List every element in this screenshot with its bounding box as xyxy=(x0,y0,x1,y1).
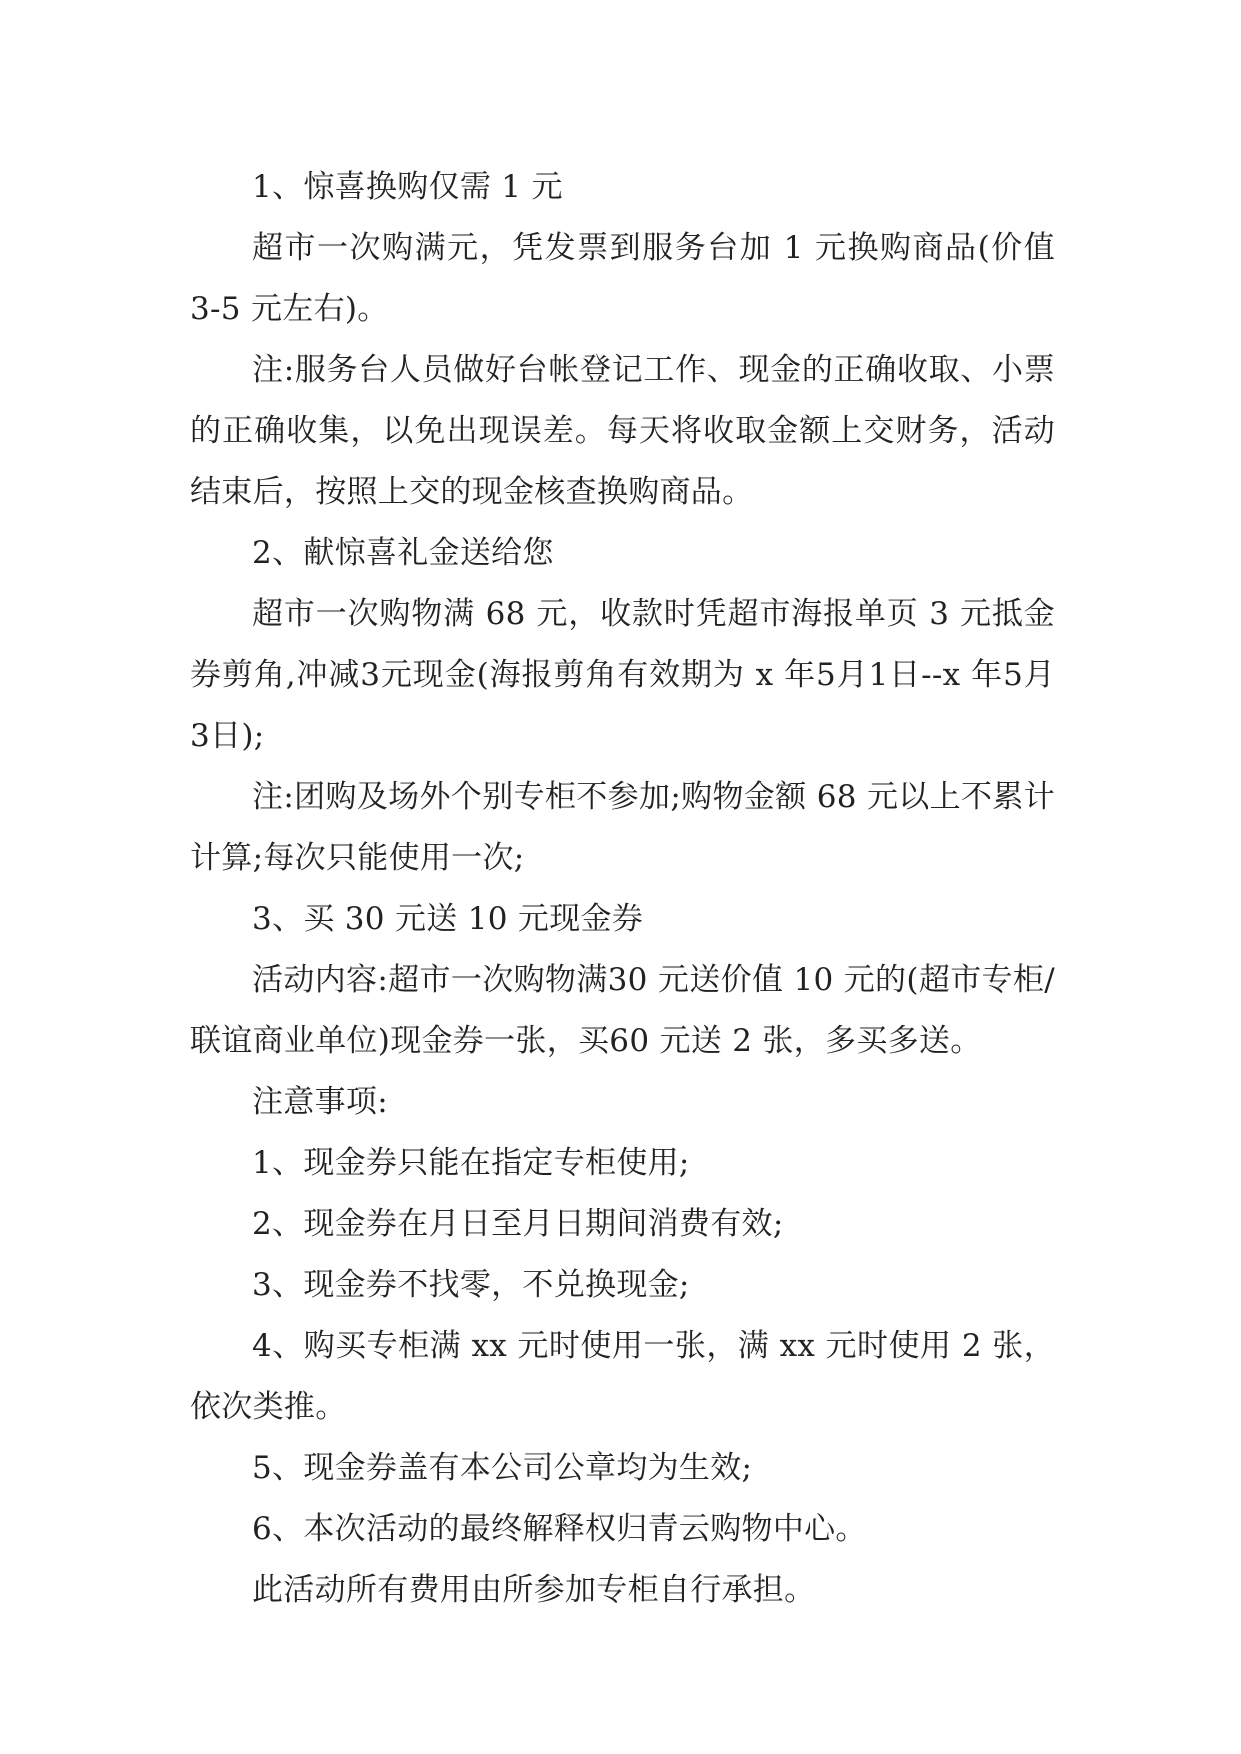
note-item-5: 5、现金券盖有本公司公章均为生效; xyxy=(252,1450,753,1486)
note-item-3: 3、现金券不找零，不兑换现金; xyxy=(252,1267,690,1303)
section-heading-3: 3、买 30 元送 10 元现金券 xyxy=(252,901,644,937)
paragraph-exchange-offer: 超市一次购满元，凭发票到服务台加 1 元换购商品(价值 3-5 元左右)。 xyxy=(190,230,1055,327)
paragraph-exchange-note: 注:服务台人员做好台帐登记工作、现金的正确收取、小票的正确收集，以免出现误差。每天将收取金额上交财务，活动结束后，按照上交的现金核查换购商品。 xyxy=(190,352,1055,510)
notes-heading: 注意事项: xyxy=(252,1084,388,1120)
note-item-1: 1、现金券只能在指定专柜使用; xyxy=(252,1145,690,1181)
paragraph-coupon-note: 注:团购及场外个别专柜不参加;购物金额 68 元以上不累计计算;每次只能使用一次; xyxy=(190,779,1055,876)
paragraph-activity-content: 活动内容:超市一次购物满30 元送价值 10 元的(超市专柜/联谊商业单位)现金券一张，买60 元送 2 张，多买多送。 xyxy=(190,962,1055,1059)
section-heading-2: 2、献惊喜礼金送给您 xyxy=(252,535,554,571)
paragraph-coupon-offer: 超市一次购物满 68 元，收款时凭超市海报单页 3 元抵金券剪角,冲减3元现金(海报剪角有效期为 x 年5月1日--x 年5月3日); xyxy=(190,596,1055,754)
document-body xyxy=(190,157,1055,1621)
paragraph-cost-statement: 此活动所有费用由所参加专柜自行承担。 xyxy=(252,1572,816,1608)
section-heading-1: 1、惊喜换购仅需 1 元 xyxy=(252,169,563,205)
note-item-6: 6、本次活动的最终解释权归青云购物中心。 xyxy=(252,1511,867,1547)
note-item-4: 4、购买专柜满 xx 元时使用一张，满 xx 元时使用 2 张，依次类推。 xyxy=(190,1328,1055,1425)
note-item-2: 2、现金券在月日至月日期间消费有效; xyxy=(252,1206,784,1242)
